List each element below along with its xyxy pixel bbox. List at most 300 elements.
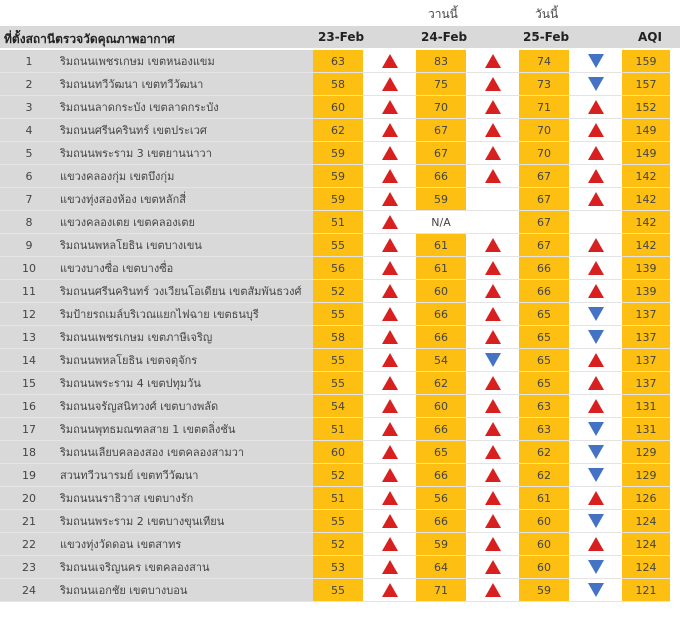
station-location: แขวงทุ่งสองห้อง เขตหลักสี่ [58,188,313,211]
value-day-3: 67 [519,211,569,234]
trend-day-1 [363,188,416,211]
station-location: ริมถนนเพชรเกษม เขตภาษีเจริญ [58,326,313,349]
value-day-2: 66 [416,464,466,487]
station-location: สวนทวีวนารมย์ เขตทวีวัฒนา [58,464,313,487]
trend-day-1 [363,556,416,579]
table-row [0,96,670,119]
row-number: 22 [0,533,58,556]
trend-day-3 [569,211,622,234]
aqi-value: 157 [622,73,670,96]
value-day-2: 60 [416,395,466,418]
trend-day-3 [569,165,622,188]
trend-day-1 [363,142,416,165]
value-day-2: 66 [416,165,466,188]
up-arrow-icon [485,146,501,160]
trend-day-2 [466,349,519,372]
trend-day-3 [569,257,622,280]
up-arrow-icon [382,192,398,206]
trend-day-1 [363,211,416,234]
trend-day-3 [569,303,622,326]
value-day-1: 52 [313,280,363,303]
row-number: 17 [0,418,58,441]
row-number: 9 [0,234,58,257]
value-day-1: 55 [313,579,363,602]
value-day-2: 54 [416,349,466,372]
up-arrow-icon [382,583,398,597]
value-day-1: 53 [313,556,363,579]
trend-day-2 [466,142,519,165]
trend-day-3 [569,533,622,556]
value-day-3: 67 [519,165,569,188]
value-day-1: 55 [313,234,363,257]
table-row [0,395,670,418]
value-day-2: 59 [416,188,466,211]
value-day-1: 60 [313,441,363,464]
value-day-2: 67 [416,142,466,165]
value-day-1: 52 [313,533,363,556]
up-arrow-icon [588,238,604,252]
value-day-1: 51 [313,211,363,234]
value-day-2: 56 [416,487,466,510]
up-arrow-icon [588,399,604,413]
table-row [0,349,670,372]
up-arrow-icon [588,376,604,390]
value-day-2: 62 [416,372,466,395]
up-arrow-icon [588,284,604,298]
aqi-value: 142 [622,211,670,234]
aqi-value: 124 [622,510,670,533]
up-arrow-icon [485,583,501,597]
aqi-value: 139 [622,257,670,280]
table-row [0,73,670,96]
value-day-1: 54 [313,395,363,418]
table-row [0,326,670,349]
value-day-2: 61 [416,257,466,280]
trend-day-2 [466,257,519,280]
header-date-3: 25-Feb [523,30,570,44]
value-day-2: 70 [416,96,466,119]
down-arrow-icon [485,353,501,367]
value-day-1: 59 [313,188,363,211]
trend-day-2 [466,119,519,142]
station-location: ริมถนนเลียบคลองสอง เขตคลองสามวา [58,441,313,464]
row-number: 10 [0,257,58,280]
value-day-3: 65 [519,326,569,349]
station-location: ริมถนนพหลโยธิน เขตจตุจักร [58,349,313,372]
up-arrow-icon [485,422,501,436]
value-day-3: 66 [519,257,569,280]
aqi-value: 142 [622,234,670,257]
trend-day-1 [363,372,416,395]
table-header [0,26,680,48]
row-number: 6 [0,165,58,188]
row-number: 1 [0,50,58,73]
down-arrow-icon [588,514,604,528]
trend-day-3 [569,441,622,464]
row-number: 12 [0,303,58,326]
value-day-3: 73 [519,73,569,96]
value-day-3: 67 [519,188,569,211]
up-arrow-icon [485,445,501,459]
up-arrow-icon [382,146,398,160]
up-arrow-icon [485,560,501,574]
table-row [0,280,670,303]
down-arrow-icon [588,330,604,344]
table-row [0,510,670,533]
up-arrow-icon [485,238,501,252]
station-location: แขวงทุ่งวัดดอน เขตสาทร [58,533,313,556]
value-day-1: 56 [313,257,363,280]
value-day-3: 66 [519,280,569,303]
up-arrow-icon [382,514,398,528]
trend-day-1 [363,234,416,257]
value-day-1: 59 [313,165,363,188]
up-arrow-icon [485,399,501,413]
trend-day-2 [466,73,519,96]
value-day-2: 66 [416,418,466,441]
trend-day-2 [466,188,519,211]
row-number: 14 [0,349,58,372]
trend-day-2 [466,556,519,579]
up-arrow-icon [382,215,398,229]
value-day-2: 66 [416,303,466,326]
up-arrow-icon [382,77,398,91]
station-location: ริมถนนพระราม 3 เขตยานนาวา [58,142,313,165]
up-arrow-icon [382,261,398,275]
table-row [0,487,670,510]
trend-day-1 [363,464,416,487]
up-arrow-icon [382,100,398,114]
row-number: 2 [0,73,58,96]
up-arrow-icon [485,330,501,344]
trend-day-2 [466,533,519,556]
value-day-1: 51 [313,418,363,441]
down-arrow-icon [588,560,604,574]
row-number: 24 [0,579,58,602]
value-day-3: 60 [519,533,569,556]
up-arrow-icon [588,169,604,183]
trend-day-2 [466,211,519,234]
table-row [0,257,670,280]
down-arrow-icon [588,54,604,68]
value-day-1: 62 [313,119,363,142]
down-arrow-icon [588,583,604,597]
value-day-3: 63 [519,395,569,418]
station-location: แขวงบางซื่อ เขตบางซื่อ [58,257,313,280]
trend-day-2 [466,487,519,510]
station-location: ริมถนนลาดกระบัง เขตลาดกระบัง [58,96,313,119]
value-day-3: 70 [519,119,569,142]
up-arrow-icon [382,307,398,321]
up-arrow-icon [485,468,501,482]
aqi-value: 131 [622,395,670,418]
up-arrow-icon [485,100,501,114]
trend-day-3 [569,556,622,579]
down-arrow-icon [588,307,604,321]
table-row [0,441,670,464]
station-location: ริมถนนเจริญนคร เขตคลองสาน [58,556,313,579]
value-day-1: 63 [313,50,363,73]
trend-day-2 [466,165,519,188]
station-location: ริมถนนพระราม 4 เขตปทุมวัน [58,372,313,395]
value-day-1: 60 [313,96,363,119]
aqi-value: 149 [622,119,670,142]
down-arrow-icon [588,468,604,482]
row-number: 7 [0,188,58,211]
trend-day-2 [466,234,519,257]
value-day-2: 65 [416,441,466,464]
blank-icon [485,214,501,228]
value-day-2: 75 [416,73,466,96]
station-location: ริมป้ายรถเมล์บริเวณแยกไฟฉาย เขตธนบุรี [58,303,313,326]
trend-day-2 [466,96,519,119]
value-day-1: 58 [313,73,363,96]
value-day-1: 59 [313,142,363,165]
up-arrow-icon [382,123,398,137]
up-arrow-icon [588,537,604,551]
row-number: 23 [0,556,58,579]
aqi-table [0,50,670,602]
table-row [0,579,670,602]
up-arrow-icon [382,422,398,436]
up-arrow-icon [382,560,398,574]
trend-day-1 [363,510,416,533]
trend-day-1 [363,165,416,188]
up-arrow-icon [382,330,398,344]
table-row [0,50,670,73]
value-day-3: 62 [519,441,569,464]
aqi-value: 142 [622,165,670,188]
trend-day-1 [363,50,416,73]
aqi-value: 149 [622,142,670,165]
table-row [0,372,670,395]
row-number: 15 [0,372,58,395]
value-day-2: 71 [416,579,466,602]
today-label: วันนี้ [535,7,559,21]
aqi-value: 159 [622,50,670,73]
trend-day-2 [466,579,519,602]
up-arrow-icon [485,491,501,505]
value-day-3: 63 [519,418,569,441]
trend-day-3 [569,418,622,441]
value-day-3: 65 [519,372,569,395]
row-number: 13 [0,326,58,349]
table-row [0,211,670,234]
up-arrow-icon [588,123,604,137]
aqi-value: 137 [622,349,670,372]
up-arrow-icon [485,169,501,183]
header-location: ที่ตั้งสถานีตรวจวัดคุณภาพอากาศ [4,32,175,46]
trend-day-1 [363,441,416,464]
aqi-value: 139 [622,280,670,303]
trend-day-3 [569,326,622,349]
up-arrow-icon [485,307,501,321]
trend-day-1 [363,349,416,372]
aqi-value: 121 [622,579,670,602]
row-number: 11 [0,280,58,303]
trend-day-2 [466,303,519,326]
up-arrow-icon [485,537,501,551]
trend-day-1 [363,257,416,280]
trend-day-1 [363,73,416,96]
blank-icon [485,191,501,205]
up-arrow-icon [485,514,501,528]
up-arrow-icon [485,77,501,91]
up-arrow-icon [382,491,398,505]
station-location: ริมถนนพระราม 2 เขตบางขุนเทียน [58,510,313,533]
trend-day-3 [569,395,622,418]
up-arrow-icon [485,261,501,275]
down-arrow-icon [588,445,604,459]
aqi-value: 124 [622,556,670,579]
up-arrow-icon [588,100,604,114]
up-arrow-icon [382,353,398,367]
trend-day-1 [363,303,416,326]
value-day-2: 64 [416,556,466,579]
value-day-3: 59 [519,579,569,602]
header-date-2: 24-Feb [421,30,468,44]
trend-day-3 [569,464,622,487]
trend-day-2 [466,441,519,464]
trend-day-3 [569,510,622,533]
up-arrow-icon [485,54,501,68]
trend-day-3 [569,142,622,165]
trend-day-1 [363,533,416,556]
station-location: ริมถนนนราธิวาส เขตบางรัก [58,487,313,510]
trend-day-3 [569,579,622,602]
trend-day-1 [363,418,416,441]
station-location: ริมถนนพหลโยธิน เขตบางเขน [58,234,313,257]
table-row [0,556,670,579]
up-arrow-icon [588,146,604,160]
aqi-value: 131 [622,418,670,441]
trend-day-2 [466,50,519,73]
up-arrow-icon [382,468,398,482]
up-arrow-icon [382,169,398,183]
up-arrow-icon [382,284,398,298]
value-day-3: 67 [519,234,569,257]
top-labels [0,0,680,26]
blank-icon [588,214,604,228]
table-row [0,234,670,257]
row-number: 8 [0,211,58,234]
aqi-value: 137 [622,326,670,349]
aqi-value: 126 [622,487,670,510]
trend-day-3 [569,234,622,257]
value-day-2: 61 [416,234,466,257]
table-row [0,165,670,188]
value-day-3: 74 [519,50,569,73]
table-row [0,303,670,326]
value-day-2: 66 [416,326,466,349]
station-location: ริมถนนเพชรเกษม เขตหนองแขม [58,50,313,73]
trend-day-3 [569,73,622,96]
trend-day-1 [363,395,416,418]
station-location: ริมถนนทวีวัฒนา เขตทวีวัฒนา [58,73,313,96]
value-day-2: 66 [416,510,466,533]
value-day-3: 62 [519,464,569,487]
trend-day-1 [363,487,416,510]
trend-day-2 [466,326,519,349]
trend-day-3 [569,188,622,211]
row-number: 19 [0,464,58,487]
value-day-3: 60 [519,510,569,533]
value-day-2: 67 [416,119,466,142]
station-location: ริมถนนศรีนครินทร์ วงเวียนโอเดียน เขตสัมพันธวงศ์ [58,280,313,303]
station-location: แขวงคลองกุ่ม เขตบึงกุ่ม [58,165,313,188]
trend-day-3 [569,349,622,372]
row-number: 3 [0,96,58,119]
value-day-1: 55 [313,372,363,395]
station-location: ริมถนนศรีนครินทร์ เขตประเวศ [58,119,313,142]
up-arrow-icon [485,123,501,137]
value-day-1: 55 [313,303,363,326]
trend-day-2 [466,372,519,395]
value-day-3: 65 [519,303,569,326]
aqi-value: 137 [622,372,670,395]
value-day-2: 59 [416,533,466,556]
aqi-value: 137 [622,303,670,326]
up-arrow-icon [588,491,604,505]
row-number: 18 [0,441,58,464]
trend-day-3 [569,50,622,73]
row-number: 21 [0,510,58,533]
up-arrow-icon [588,192,604,206]
value-day-3: 70 [519,142,569,165]
table-row [0,464,670,487]
value-day-1: 52 [313,464,363,487]
row-number: 20 [0,487,58,510]
trend-day-1 [363,96,416,119]
trend-day-3 [569,487,622,510]
header-date-1: 23-Feb [318,30,365,44]
aqi-value: 124 [622,533,670,556]
up-arrow-icon [382,376,398,390]
value-day-1: 55 [313,349,363,372]
up-arrow-icon [485,284,501,298]
trend-day-2 [466,395,519,418]
station-location: ริมถนนเอกชัย เขตบางบอน [58,579,313,602]
table-row [0,533,670,556]
value-day-3: 61 [519,487,569,510]
value-day-1: 58 [313,326,363,349]
trend-day-3 [569,372,622,395]
up-arrow-icon [382,238,398,252]
up-arrow-icon [382,445,398,459]
aqi-value: 152 [622,96,670,119]
up-arrow-icon [485,376,501,390]
up-arrow-icon [588,353,604,367]
station-location: แขวงคลองเตย เขตคลองเตย [58,211,313,234]
trend-day-1 [363,280,416,303]
down-arrow-icon [588,77,604,91]
yesterday-label: วานนี้ [428,7,458,21]
station-location: ริมถนนพุทธมณฑลสาย 1 เขตตลิ่งชัน [58,418,313,441]
row-number: 4 [0,119,58,142]
table-row [0,188,670,211]
table-row [0,142,670,165]
trend-day-1 [363,326,416,349]
trend-day-3 [569,119,622,142]
trend-day-3 [569,96,622,119]
trend-day-2 [466,280,519,303]
trend-day-1 [363,579,416,602]
value-day-2: 60 [416,280,466,303]
value-day-2: 83 [416,50,466,73]
trend-day-2 [466,464,519,487]
value-day-3: 65 [519,349,569,372]
down-arrow-icon [588,422,604,436]
